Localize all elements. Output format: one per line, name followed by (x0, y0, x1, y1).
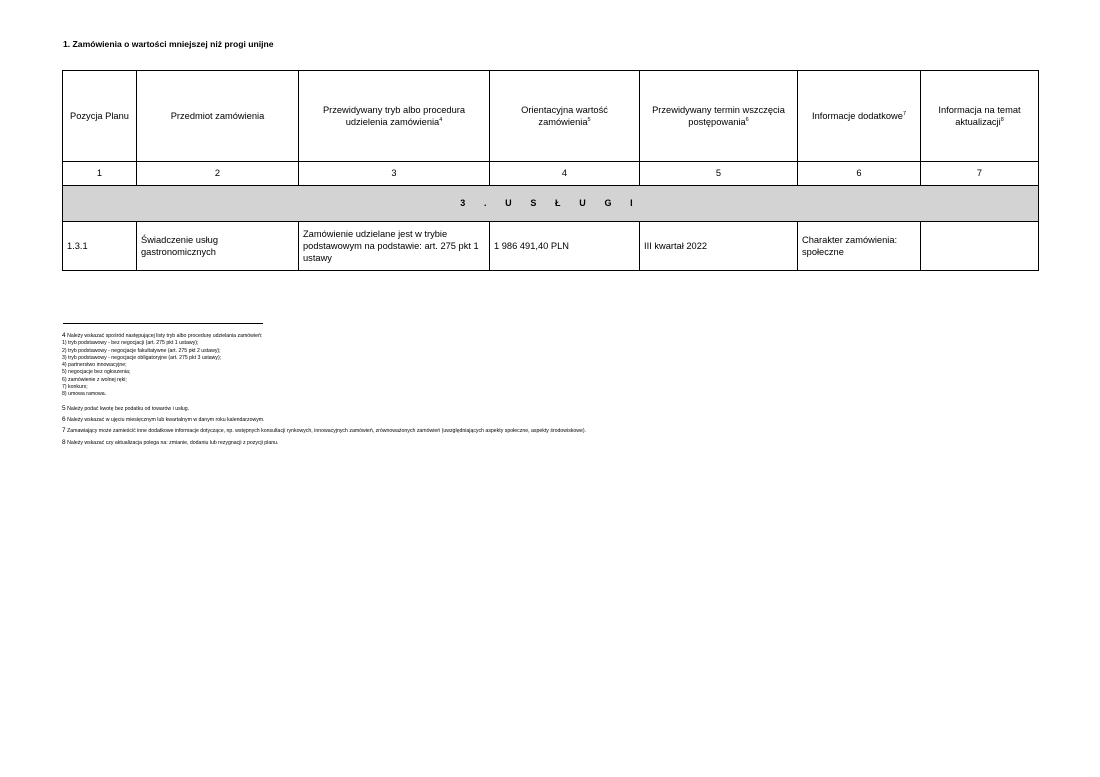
section-title: 1. Zamówienia o wartości mniejszej niż progi unijne (63, 39, 274, 49)
footnote-4-item: 7) konkurs; (62, 384, 88, 391)
column-number-row (63, 162, 1039, 186)
footnote-5: 5 Należy podać kwotę bez podatku od towarów i usług. (62, 404, 190, 412)
cell-update-info (921, 222, 1039, 271)
header-additional-info: Informacje dodatkowe$^7$ (798, 71, 921, 162)
column-number: 7 (921, 162, 1039, 186)
footnote-4-item: 5) negocjacje bez ogłoszenia; (62, 369, 131, 376)
column-number: 1 (63, 162, 137, 186)
cell-additional-info: Charakter zamówienia: społeczne (798, 222, 921, 271)
footnote-4-item: 8) umowa ramowa. (62, 391, 107, 398)
procurement-plan-table (62, 70, 1039, 271)
column-number: 4 (490, 162, 640, 186)
header-row (63, 71, 1039, 162)
footnote-4-item: 4) partnerstwo innowacyjne; (62, 362, 127, 369)
cell-value: 1 986 491,40 PLN (490, 222, 640, 271)
footnote-8: 8 Należy wskazać czy aktualizacja polega na: zmianie, dodaniu lub rezygnacji z pozycji planu. (62, 438, 279, 446)
footnote-4-item: 1) tryb podstawowy - bez negocjacji (art. 275 pkt 1 ustawy); (62, 340, 199, 347)
footnote-4-item: 3) tryb podstawowy - negocjacje obligatoryjne (art. 275 pkt 3 ustawy); (62, 354, 222, 361)
header-update-info: Informacja na temat aktualizacji$^8$ (921, 71, 1039, 162)
header-procedure: Przewidywany tryb albo procedura udzielenia zamówienia$^4$ (299, 71, 490, 162)
header-subject: Przedmiot zamówienia (137, 71, 299, 162)
footnote-4-item: 2) tryb podstawowy - negocjacje fakultatywne (art. 275 pkt 2 ustawy); (62, 347, 221, 354)
footnote-6: 6 Należy wskazać w ujęciu miesięcznym lub kwartalnym w danym roku kalendarzowym. (62, 415, 265, 423)
footnote-4: 4 Należy wskazać spośród następującej listy tryb albo procedurę udzielania zamówień: (62, 332, 263, 339)
group-label: 3 . U S Ł U G I (63, 186, 1039, 222)
cell-procedure: Zamówienie udzielane jest w trybie podstawowym na podstawie: art. 275 pkt 1 ustawy (299, 222, 490, 271)
column-number: 6 (798, 162, 921, 186)
column-number: 3 (299, 162, 490, 186)
table-row (63, 222, 1039, 271)
cell-subject: Świadczenie usług gastronomicznych (137, 222, 299, 271)
footnote-7: 7 Zamawiający może zamieścić inne dodatkowe informacje dotyczące, np. wstępnych konsultacji rynkowych, innowacyjnych zamówień, zrównoważonych zamówień (uwzględniających aspekty społeczne, aspekty środowiskowe). (62, 427, 587, 435)
group-row (63, 186, 1039, 222)
header-position: Pozycja Planu (63, 71, 137, 162)
column-number: 2 (137, 162, 299, 186)
footnotes (62, 332, 586, 447)
column-number: 5 (640, 162, 798, 186)
header-term: Przewidywany termin wszczęcia postępowania$^6$ (640, 71, 798, 162)
header-value: Orientacyjna wartość zamówienia$^5$ (490, 71, 640, 162)
footnote-separator (63, 323, 263, 324)
cell-position: 1.3.1 (63, 222, 137, 271)
cell-term: III kwartał 2022 (640, 222, 798, 271)
footnote-4-item: 6) zamówienie z wolnej ręki; (62, 376, 127, 383)
